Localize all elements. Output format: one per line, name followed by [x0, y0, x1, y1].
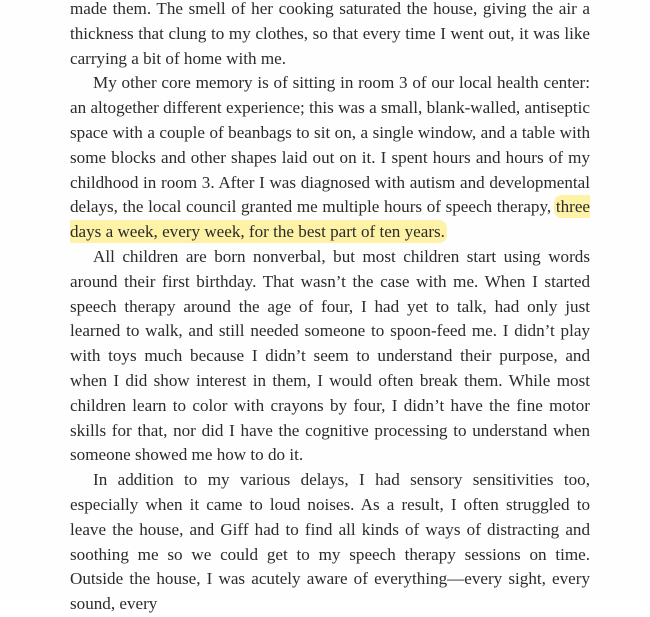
paragraph-text: All children are born nonverbal, but most children start using words around their first birthday. That wasn’t the case with me. When I started speech therapy around the age of four, I had yet to talk, had only just learned to walk, and still needed someone to spoon-feed me. I didn’t play with toys much because I didn’t seem to understand their purpose, and when I did show interest in them, I would often break them. While most children learn to color with crayons by four, I didn’t have the fine motor skills for that, nor did I have the cognitive processing to understand when someone showed me how to do it.	[70, 246, 590, 465]
paragraph-text: In addition to my various delays, I had sensory sensitivities too, especially when it came to loud noises. As a result, I often struggled to leave the house, and Giff had to find all kinds of ways of distracting and soothing me so we could get to my speech therapy sessions on time. Outside the house, I was acutely aware of everything—every sight, every sound, every	[70, 470, 590, 614]
paragraph-sensory	[70, 468, 590, 617]
paragraph-nonverbal	[70, 245, 590, 468]
paragraph-text: made them. The smell of her cooking saturated the house, giving the air a thickness that clung to my clothes, so that every time I went out, it was like carrying a bit of home with me.	[70, 0, 590, 68]
book-text	[70, 0, 590, 617]
paragraph-cooking-memory	[70, 0, 590, 71]
highlighted-passage[interactable]: three days a week, every week, for the best part of ten years.	[70, 197, 590, 242]
paragraph-room-3-memory	[70, 71, 590, 245]
paragraph-text: My other core memory is of sitting in room 3 of our local health center: an altogether different experience; this was a small, blank-walled, antiseptic space with a couple of beanbags to sit on, a single window, and a table with some blocks and other shapes laid out on it. I spent hours and hours of my childhood in room 3. After I was diagnosed with autism and developmental delays, the local council granted me multiple hours of speech therapy,	[70, 73, 590, 217]
